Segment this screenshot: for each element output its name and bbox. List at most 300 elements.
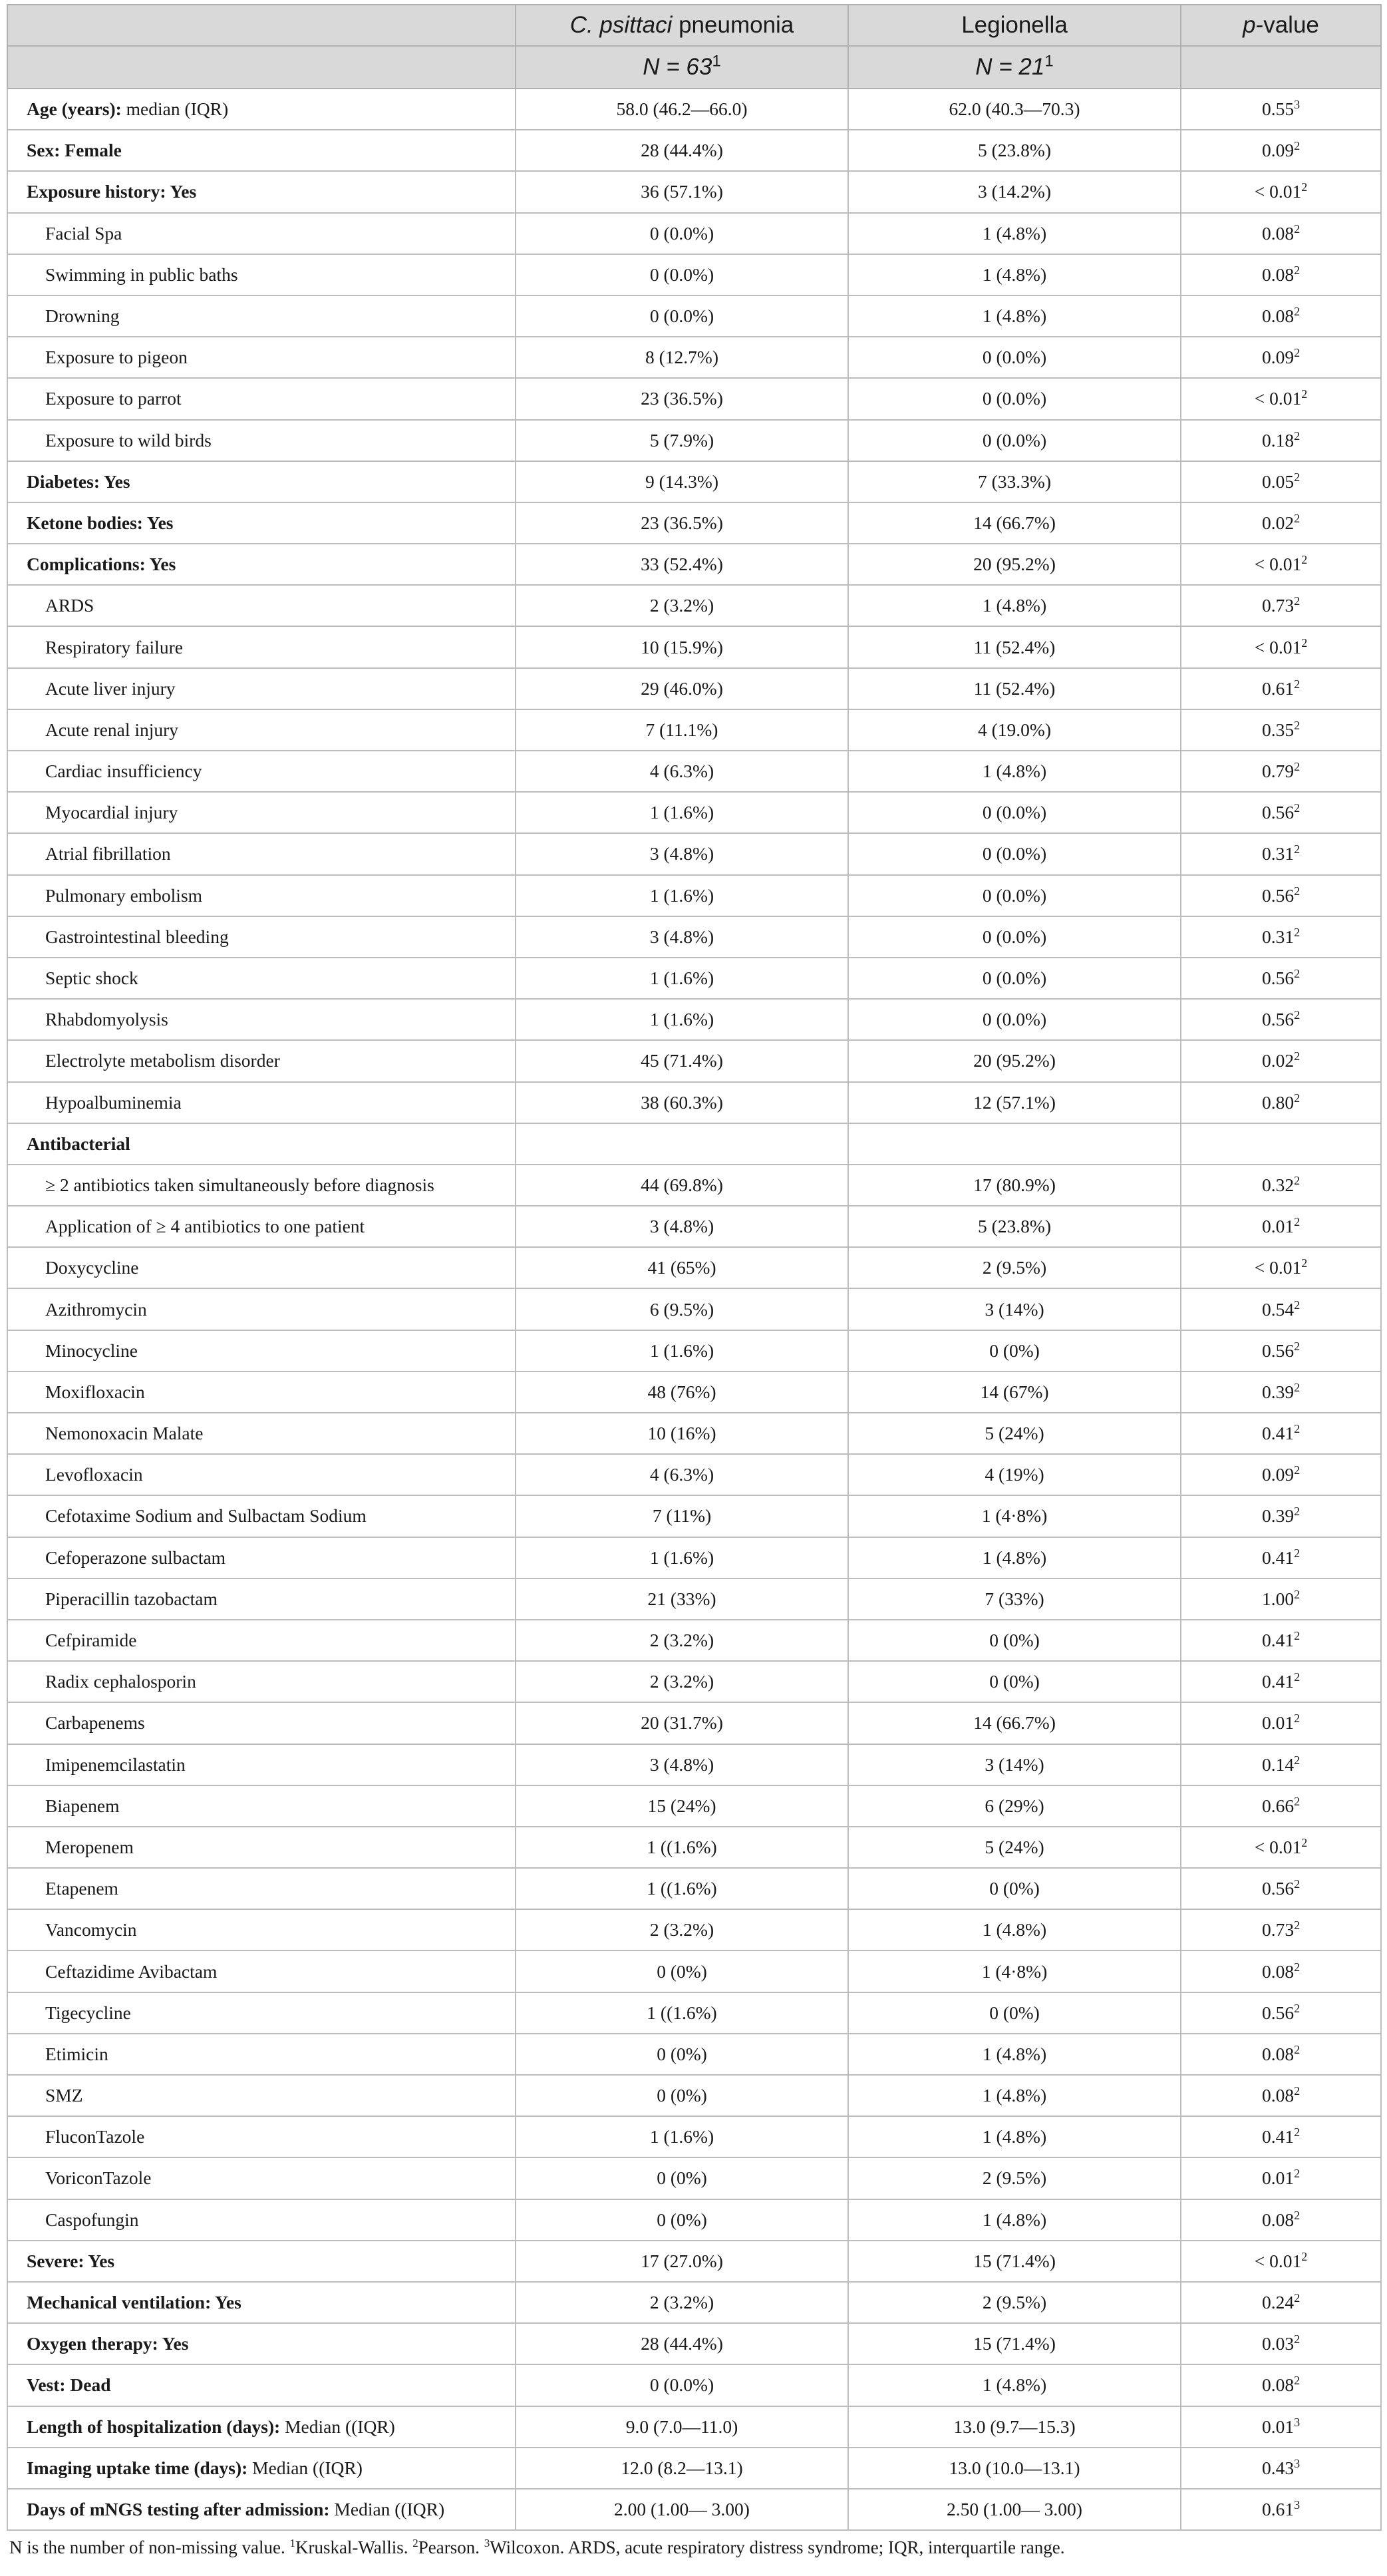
pvalue-cell [1181, 254, 1381, 295]
row-label-text: Minocycline [45, 1340, 138, 1361]
psittaci-value-cell: 1 (1.6%) [516, 2116, 848, 2157]
row-label-cell [7, 709, 516, 751]
row-label-cell [7, 1868, 516, 1909]
pvalue-cell [1181, 1868, 1381, 1909]
pvalue-test-sup: 2 [1294, 2084, 1301, 2098]
psittaci-value-cell: 2 (3.2%) [516, 1909, 848, 1950]
pvalue-text: 1.00 [1261, 1588, 1295, 1609]
header-pvalue-empty [1181, 46, 1381, 89]
legionella-value-cell: 0 (0.0%) [848, 958, 1181, 999]
pvalue-test-sup: 2 [1294, 1753, 1301, 1767]
table-row [7, 1372, 1381, 1413]
legionella-value-cell: 14 (66.7%) [848, 1702, 1181, 1744]
legionella-value-cell: 0 (0.0%) [848, 999, 1181, 1040]
pvalue-test-sup: 2 [1294, 1712, 1301, 1726]
table-row [7, 213, 1381, 254]
psittaci-value-cell: 0 (0%) [516, 1950, 848, 1992]
row-label-text: ARDS [45, 595, 94, 616]
row-label-text: Vancomycin [45, 1919, 137, 1940]
psittaci-value-cell: 0 (0.0%) [516, 213, 848, 254]
psittaci-value-cell: 21 (33%) [516, 1578, 848, 1620]
pvalue-text: 0.55 [1261, 98, 1295, 120]
row-label-cell [7, 1082, 516, 1123]
psittaci-value-cell: 41 (65%) [516, 1247, 848, 1288]
row-label-cell [7, 958, 516, 999]
row-label-text: Median ((IQR) [329, 2498, 445, 2519]
legionella-value-cell: 15 (71.4%) [848, 2323, 1181, 2364]
pvalue-test-sup: 2 [1294, 1628, 1301, 1642]
psittaci-value-cell: 15 (24%) [516, 1785, 848, 1827]
legionella-value-cell: 4 (19.0%) [848, 709, 1181, 751]
table-row [7, 1992, 1381, 2034]
row-label-text: Levofloxacin [45, 1464, 143, 1485]
pvalue-text: 0.61 [1261, 677, 1295, 699]
header-legionella-column: Legionella [848, 5, 1181, 46]
table-row [7, 2157, 1381, 2199]
row-label-text: Cardiac insufficiency [45, 761, 202, 782]
pvalue-text: 0.39 [1261, 1381, 1295, 1402]
legionella-value-cell: 6 (29%) [848, 1785, 1181, 1827]
psittaci-value-cell: 2 (3.2%) [516, 1620, 848, 1661]
table-row [7, 833, 1381, 874]
table-row [7, 1288, 1381, 1330]
legionella-value-cell: 3 (14%) [848, 1744, 1181, 1785]
pvalue-test-sup: 2 [1294, 2001, 1301, 2015]
pvalue-test-sup: 2 [1294, 1877, 1301, 1891]
row-label-text: Application of ≥ 4 antibiotics to one patient [45, 1216, 365, 1237]
psittaci-value-cell: 1 ((1.6%) [516, 1868, 848, 1909]
table-row [7, 130, 1381, 171]
row-label-cell [7, 2241, 516, 2282]
header-pvalue-rest: -value [1255, 12, 1319, 38]
legionella-value-cell: 14 (66.7%) [848, 502, 1181, 544]
table-row [7, 337, 1381, 378]
pvalue-cell [1181, 626, 1381, 667]
pvalue-test-sup: 2 [1294, 511, 1301, 525]
table-row [7, 1495, 1381, 1537]
pvalue-test-sup: 2 [1294, 801, 1301, 815]
pvalue-cell [1181, 2116, 1381, 2157]
pvalue-cell [1181, 2282, 1381, 2323]
row-label-cell [7, 337, 516, 378]
pvalue-cell [1181, 1495, 1381, 1537]
pvalue-text: 0.08 [1261, 2209, 1295, 2230]
pvalue-test-sup: 3 [1294, 2415, 1301, 2429]
legionella-value-cell: 5 (23.8%) [848, 130, 1181, 171]
row-label-cell [7, 130, 516, 171]
pvalue-text: 0.09 [1261, 347, 1295, 368]
row-label-bold: Oxygen therapy: Yes [27, 2333, 189, 2354]
row-label-cell [7, 916, 516, 958]
row-label-cell [7, 1165, 516, 1206]
pvalue-cell [1181, 875, 1381, 916]
pvalue-cell [1181, 337, 1381, 378]
table-row [7, 668, 1381, 709]
pvalue-test-sup: 2 [1294, 1794, 1301, 1808]
pvalue-text: < 0.01 [1254, 388, 1302, 409]
legionella-value-cell: 20 (95.2%) [848, 1040, 1181, 1081]
table-row [7, 626, 1381, 667]
pvalue-test-sup: 2 [1301, 387, 1308, 401]
pvalue-text: 0.66 [1261, 1795, 1295, 1816]
table-row [7, 2075, 1381, 2116]
row-label-cell [7, 1413, 516, 1454]
row-label-cell [7, 792, 516, 833]
footnote-text-1: N is the number of non-missing value. [9, 2537, 290, 2558]
pvalue-cell [1181, 378, 1381, 419]
legionella-value-cell: 2 (9.5%) [848, 2157, 1181, 2199]
legionella-value-cell: 3 (14%) [848, 1288, 1181, 1330]
pvalue-cell [1181, 958, 1381, 999]
psittaci-value-cell: 10 (15.9%) [516, 626, 848, 667]
legionella-value-cell: 1 (4.8%) [848, 2364, 1181, 2406]
table-row [7, 2116, 1381, 2157]
header-legionella-n [848, 46, 1181, 89]
row-label-cell [7, 1744, 516, 1785]
table-row [7, 378, 1381, 419]
pvalue-cell [1181, 1950, 1381, 1992]
pvalue-text: 0.56 [1261, 968, 1295, 989]
pvalue-test-sup: 2 [1301, 1256, 1308, 1270]
pvalue-cell [1181, 668, 1381, 709]
row-label-bold: Age (years): [27, 98, 122, 120]
row-label-text: Cefotaxime Sodium and Sulbactam Sodium [45, 1505, 367, 1527]
row-label-bold: Vest: Dead [27, 2374, 111, 2396]
pvalue-cell [1181, 916, 1381, 958]
table-row [7, 999, 1381, 1040]
table-row [7, 1330, 1381, 1372]
table-row [7, 1413, 1381, 1454]
psittaci-value-cell: 58.0 (46.2—66.0) [516, 89, 848, 130]
psittaci-value-cell: 4 (6.3%) [516, 1454, 848, 1495]
row-label-bold: Complications: Yes [27, 554, 176, 575]
psittaci-value-cell: 29 (46.0%) [516, 668, 848, 709]
pvalue-test-sup: 3 [1294, 97, 1301, 111]
legionella-value-cell: 11 (52.4%) [848, 626, 1181, 667]
pvalue-test-sup: 2 [1294, 884, 1301, 898]
pvalue-text: 0.41 [1261, 1671, 1295, 1692]
row-label-text: Imipenemcilastatin [45, 1753, 186, 1775]
psittaci-value-cell: 38 (60.3%) [516, 1082, 848, 1123]
pvalue-cell [1181, 1123, 1381, 1165]
pvalue-cell [1181, 130, 1381, 171]
legionella-value-cell: 0 (0.0%) [848, 792, 1181, 833]
pvalue-text: 0.08 [1261, 1960, 1295, 1982]
legionella-value-cell: 0 (0.0%) [848, 337, 1181, 378]
row-label-text: Pulmonary embolism [45, 884, 203, 906]
legionella-value-cell: 17 (80.9%) [848, 1165, 1181, 1206]
row-label-text: Tigecycline [45, 2002, 131, 2023]
legionella-value-cell: 0 (0%) [848, 1620, 1181, 1661]
legionella-value-cell: 1 (4.8%) [848, 1909, 1181, 1950]
legionella-value-cell: 5 (24%) [848, 1413, 1181, 1454]
table-row [7, 916, 1381, 958]
legionella-value-cell: 2 (9.5%) [848, 1247, 1181, 1288]
row-label-cell [7, 1454, 516, 1495]
header-psittaci-n [516, 46, 848, 89]
pvalue-test-sup: 2 [1294, 1960, 1301, 1974]
psittaci-value-cell: 28 (44.4%) [516, 130, 848, 171]
table-row [7, 1040, 1381, 1081]
pvalue-text: 0.18 [1261, 429, 1295, 451]
legionella-value-cell: 1 (4.8%) [848, 585, 1181, 626]
psittaci-value-cell: 23 (36.5%) [516, 378, 848, 419]
legionella-value-cell: 1 (4.8%) [848, 2034, 1181, 2075]
row-label-text: Meropenem [45, 1836, 134, 1857]
pvalue-text: 0.43 [1261, 2457, 1295, 2478]
table-row [7, 1082, 1381, 1123]
pvalue-cell [1181, 2157, 1381, 2199]
legionella-value-cell: 0 (0.0%) [848, 378, 1181, 419]
pvalue-cell [1181, 833, 1381, 874]
pvalue-text: 0.41 [1261, 1423, 1295, 1444]
psittaci-value-cell: 48 (76%) [516, 1372, 848, 1413]
table-row [7, 295, 1381, 337]
row-label-text: Facial Spa [45, 222, 122, 244]
table-row [7, 420, 1381, 461]
pvalue-test-sup: 2 [1294, 594, 1301, 608]
footnote-text-4: Wilcoxon. ARDS, acute respiratory distress syndrome; IQR, interquartile range. [490, 2537, 1065, 2558]
row-label-text: Nemonoxacin Malate [45, 1423, 204, 1444]
pvalue-test-sup: 2 [1301, 636, 1308, 649]
row-label-cell [7, 2034, 516, 2075]
table-row [7, 709, 1381, 751]
pvalue-text: < 0.01 [1254, 2250, 1302, 2271]
table-row [7, 2282, 1381, 2323]
legionella-value-cell: 0 (0%) [848, 1661, 1181, 1702]
psittaci-value-cell: 0 (0%) [516, 2075, 848, 2116]
psittaci-value-cell: 3 (4.8%) [516, 1744, 848, 1785]
psittaci-value-cell: 0 (0.0%) [516, 295, 848, 337]
pvalue-cell [1181, 1372, 1381, 1413]
pvalue-test-sup: 2 [1294, 1173, 1301, 1187]
pvalue-text: 0.01 [1261, 1712, 1295, 1734]
row-label-cell [7, 1827, 516, 1868]
header-count-empty [7, 46, 516, 89]
row-label-text: Swimming in public baths [45, 264, 238, 285]
row-label-cell [7, 1495, 516, 1537]
psittaci-value-cell: 10 (16%) [516, 1413, 848, 1454]
legionella-value-cell: 12 (57.1%) [848, 1082, 1181, 1123]
psittaci-value-cell: 9.0 (7.0—11.0) [516, 2406, 848, 2448]
legionella-value-cell: 62.0 (40.3—70.3) [848, 89, 1181, 130]
row-label-cell [7, 1372, 516, 1413]
row-label-cell [7, 585, 516, 626]
pvalue-text: < 0.01 [1254, 1257, 1302, 1278]
header-psittaci-italic: C. psittaci [569, 12, 673, 38]
comparison-table [7, 4, 1382, 2531]
pvalue-test-sup: 2 [1294, 1380, 1301, 1394]
pvalue-text: 0.09 [1261, 1464, 1295, 1485]
row-label-text: Drowning [45, 305, 120, 327]
pvalue-cell [1181, 2199, 1381, 2241]
pvalue-test-sup: 2 [1294, 139, 1301, 153]
psittaci-value-cell: 0 (0%) [516, 2199, 848, 2241]
row-label-text: Cefoperazone sulbactam [45, 1547, 226, 1568]
psittaci-value-cell: 1 (1.6%) [516, 999, 848, 1040]
pvalue-text: 0.61 [1261, 2498, 1295, 2519]
table-container [7, 4, 1380, 2558]
pvalue-test-sup: 2 [1294, 1421, 1301, 1435]
pvalue-text: 0.56 [1261, 1340, 1295, 1361]
row-label-cell [7, 1123, 516, 1165]
pvalue-text: 0.08 [1261, 2043, 1295, 2064]
pvalue-text: 0.41 [1261, 2126, 1295, 2147]
row-label-cell [7, 2406, 516, 2448]
psittaci-value-cell: 2 (3.2%) [516, 2282, 848, 2323]
pvalue-test-sup: 2 [1294, 304, 1301, 318]
pvalue-cell [1181, 585, 1381, 626]
pvalue-test-sup: 2 [1301, 553, 1308, 566]
table-row [7, 171, 1381, 212]
table-row [7, 1247, 1381, 1288]
legionella-value-cell: 5 (24%) [848, 1827, 1181, 1868]
row-label-cell [7, 2075, 516, 2116]
psittaci-value-cell: 12.0 (8.2—13.1) [516, 2448, 848, 2489]
table-row [7, 2241, 1381, 2282]
header-psittaci-n-sup: 1 [712, 52, 721, 71]
legionella-value-cell: 7 (33.3%) [848, 461, 1181, 502]
footnote-text-2: Kruskal-Wallis. [295, 2537, 413, 2558]
legionella-value-cell: 14 (67%) [848, 1372, 1181, 1413]
psittaci-value-cell: 36 (57.1%) [516, 171, 848, 212]
pvalue-cell [1181, 751, 1381, 792]
row-label-text: Exposure to pigeon [45, 347, 188, 368]
pvalue-test-sup: 2 [1294, 1091, 1301, 1105]
table-row [7, 2448, 1381, 2489]
pvalue-cell [1181, 1661, 1381, 1702]
legionella-value-cell: 13.0 (10.0—13.1) [848, 2448, 1181, 2489]
row-label-cell [7, 626, 516, 667]
table-footnote [7, 2537, 1380, 2558]
pvalue-text: 0.08 [1261, 2374, 1295, 2396]
row-label-cell [7, 1288, 516, 1330]
legionella-value-cell: 2 (9.5%) [848, 2282, 1181, 2323]
psittaci-value-cell: 2 (3.2%) [516, 585, 848, 626]
row-label-bold: Imaging uptake time (days): [27, 2457, 248, 2478]
row-label-text: Carbapenems [45, 1712, 145, 1734]
pvalue-test-sup: 2 [1294, 2374, 1301, 2388]
pvalue-text: 0.41 [1261, 1630, 1295, 1651]
pvalue-text: 0.01 [1261, 2167, 1295, 2189]
pvalue-test-sup: 2 [1301, 1835, 1308, 1849]
row-label-text: Piperacillin tazobactam [45, 1588, 218, 1609]
legionella-value-cell: 7 (33%) [848, 1578, 1181, 1620]
pvalue-cell [1181, 1909, 1381, 1950]
legionella-value-cell [848, 1123, 1181, 1165]
pvalue-text: 0.56 [1261, 1009, 1295, 1030]
pvalue-test-sup: 2 [1294, 677, 1301, 691]
pvalue-cell [1181, 89, 1381, 130]
table-row [7, 1702, 1381, 1744]
pvalue-cell [1181, 2034, 1381, 2075]
row-label-cell [7, 1950, 516, 1992]
row-label-text: Myocardial injury [45, 802, 178, 823]
row-label-text: Ceftazidime Avibactam [45, 1960, 218, 1982]
psittaci-value-cell: 23 (36.5%) [516, 502, 848, 544]
footnote-sup-2: 2 [412, 2537, 418, 2550]
header-psittaci-rest: pneumonia [672, 12, 794, 38]
psittaci-value-cell: 7 (11%) [516, 1495, 848, 1537]
table-row [7, 254, 1381, 295]
pvalue-cell [1181, 461, 1381, 502]
legionella-value-cell: 4 (19%) [848, 1454, 1181, 1495]
row-label-cell [7, 2157, 516, 2199]
table-row [7, 1744, 1381, 1785]
table-row [7, 2364, 1381, 2406]
table-row [7, 1620, 1381, 1661]
pvalue-test-sup: 2 [1294, 1215, 1301, 1228]
pvalue-text: 0.56 [1261, 2002, 1295, 2023]
header-legionella-n-sup: 1 [1044, 52, 1054, 71]
psittaci-value-cell: 1 (1.6%) [516, 875, 848, 916]
row-label-cell [7, 254, 516, 295]
row-label-cell [7, 1330, 516, 1372]
row-label-cell [7, 1620, 516, 1661]
row-label-cell [7, 1206, 516, 1247]
pvalue-test-sup: 2 [1301, 2249, 1308, 2263]
row-label-bold: Length of hospitalization (days): [27, 2416, 281, 2437]
row-label-cell [7, 2323, 516, 2364]
row-label-cell [7, 1785, 516, 1827]
legionella-value-cell: 1 (4.8%) [848, 213, 1181, 254]
row-label-cell [7, 295, 516, 337]
pvalue-text: 0.02 [1261, 1050, 1295, 1071]
row-label-text: ≥ 2 antibiotics taken simultaneously before diagnosis [45, 1174, 434, 1195]
psittaci-value-cell: 2 (3.2%) [516, 1661, 848, 1702]
legionella-value-cell: 0 (0.0%) [848, 833, 1181, 874]
row-label-text: median (IQR) [121, 98, 229, 120]
row-label-cell [7, 420, 516, 461]
table-row [7, 1578, 1381, 1620]
pvalue-cell [1181, 2323, 1381, 2364]
legionella-value-cell: 0 (0%) [848, 1868, 1181, 1909]
pvalue-test-sup: 2 [1294, 1919, 1301, 1932]
legionella-value-cell: 0 (0.0%) [848, 420, 1181, 461]
psittaci-value-cell: 1 ((1.6%) [516, 1827, 848, 1868]
pvalue-cell [1181, 295, 1381, 337]
pvalue-cell [1181, 1827, 1381, 1868]
psittaci-value-cell: 3 (4.8%) [516, 1206, 848, 1247]
psittaci-value-cell [516, 1123, 848, 1165]
row-label-cell [7, 2448, 516, 2489]
header-psittaci-n-text: N = 63 [643, 54, 712, 80]
row-label-cell [7, 1992, 516, 2034]
row-label-cell [7, 1661, 516, 1702]
pvalue-cell [1181, 1537, 1381, 1578]
pvalue-cell [1181, 2406, 1381, 2448]
pvalue-test-sup: 2 [1294, 1546, 1301, 1560]
table-header [7, 5, 1381, 89]
pvalue-cell [1181, 1578, 1381, 1620]
pvalue-text: 0.80 [1261, 1091, 1295, 1113]
row-label-text: Hypoalbuminemia [45, 1091, 182, 1113]
header-pvalue-italic: p [1243, 12, 1256, 38]
pvalue-test-sup: 2 [1294, 1298, 1301, 1312]
row-label-cell [7, 2364, 516, 2406]
pvalue-cell [1181, 1288, 1381, 1330]
header-label-column [7, 5, 516, 46]
pvalue-cell [1181, 1247, 1381, 1288]
pvalue-text: 0.32 [1261, 1174, 1295, 1195]
row-label-cell [7, 833, 516, 874]
table-row [7, 2034, 1381, 2075]
row-label-bold: Antibacterial [27, 1133, 130, 1154]
table-row [7, 1206, 1381, 1247]
psittaci-value-cell: 44 (69.8%) [516, 1165, 848, 1206]
pvalue-test-sup: 2 [1294, 759, 1301, 773]
legionella-value-cell: 0 (0.0%) [848, 916, 1181, 958]
